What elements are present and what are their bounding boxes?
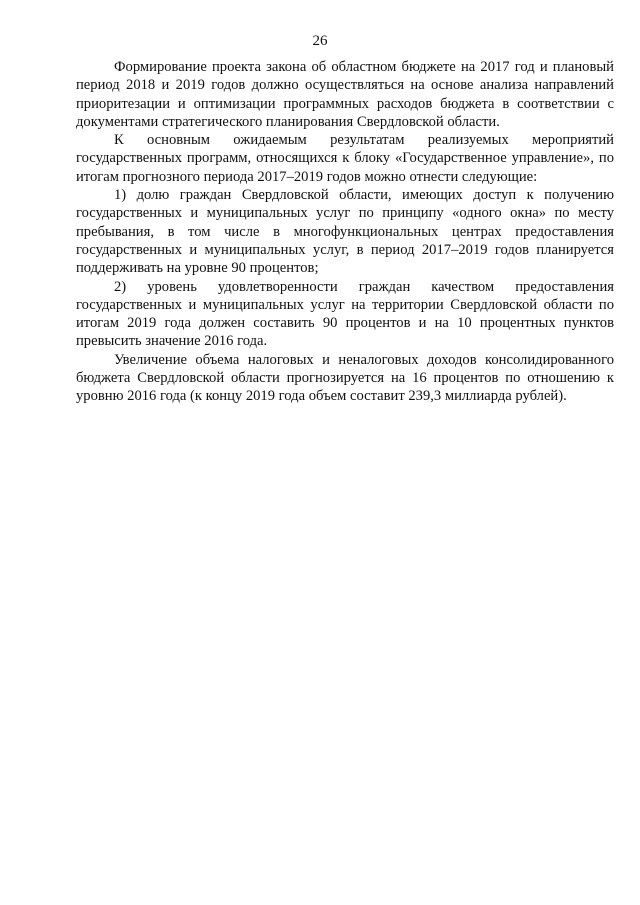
- paragraph-expected-results: К основным ожидаемым результатам реализуемых мероприятий государственных программ, относящихся к блоку «Государственное управление», по итогам прогнозного периода 2017–2019 годов можно отнести следующие:: [76, 132, 614, 185]
- paragraph-item-1: 1) долю граждан Свердловской области, имеющих доступ к получению государственных и муниципальных услуг по принципу «одного окна» по месту пребывания, в том числе в многофункциональных центрах предоставления государственных и муниципальных услуг, в период 2017–2019 годов планируется поддерживать на уровне 90 процентов;: [76, 187, 614, 277]
- paragraph-revenue-increase: Увеличение объема налоговых и неналоговых доходов консолидированного бюджета Свердловской области прогнозируется на 16 процентов по отношению к уровню 2016 года (к концу 2019 года объем составит 239,3 миллиарда рублей).: [76, 351, 614, 405]
- paragraph-budget-formation: Формирование проекта закона об областном бюджете на 2017 год и плановый период 2018 и 2019 годов должно осуществляться на основе анализа направлений приоритезации и оптимизации программных расходов бюджета в соответствии с документами стратегического планирования Свердловской области.: [76, 59, 614, 130]
- page-number: 26: [312, 33, 328, 49]
- document-body: [76, 58, 614, 406]
- paragraph-item-2: 2) уровень удовлетворенности граждан качеством предоставления государственных и муниципальных услуг на территории Свердловской области по итогам 2019 года должен составить 90 процентов и на 10 процентных пунктов превысить значение 2016 года.: [76, 278, 614, 350]
